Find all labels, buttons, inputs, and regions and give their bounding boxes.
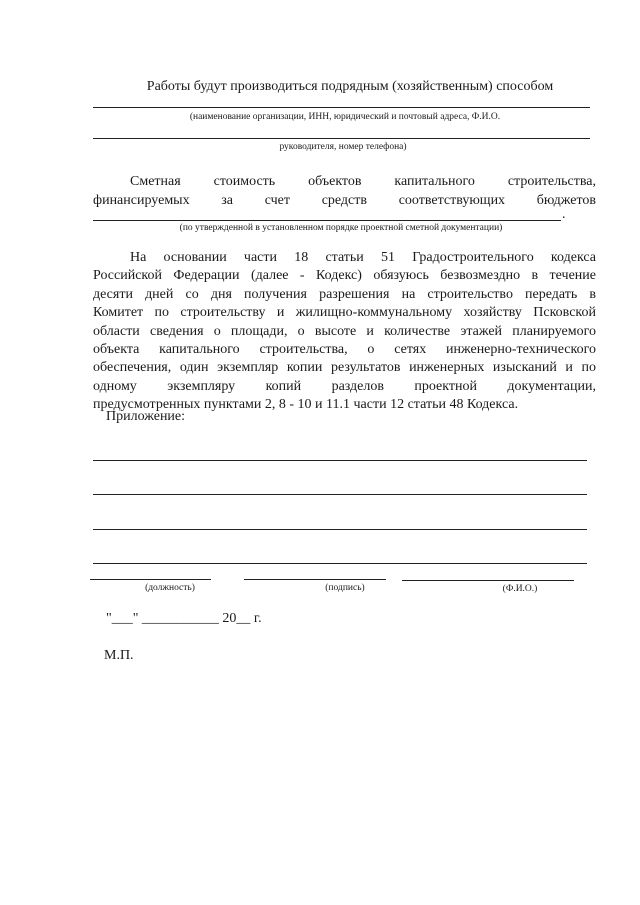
intro-line: Работы будут производиться подрядным (хозяйственным) способом: [146, 79, 554, 94]
cost-underline: [93, 220, 561, 221]
cost-dot: .: [562, 207, 566, 222]
org-caption-1: (наименование организации, ИНН, юридический и почтовый адреса, Ф.И.О.: [189, 112, 501, 122]
cost-caption: (по утвержденной в установленном порядке проектной сметной документации): [179, 223, 503, 233]
para-line-1: На основании части 18 статьи 51 Градостроительного кодекса: [130, 250, 596, 265]
para-line-2: Российской Федерации (далее - Кодекс) обязуюсь безвозмездно в течение: [93, 268, 596, 283]
attachment-line-1: [93, 460, 587, 461]
sig-name-caption: (Ф.И.О.): [502, 584, 538, 594]
sig-name-line: [402, 580, 574, 581]
cost-line-1: Сметная стоимость объектов капитального строительства,: [130, 174, 596, 189]
para-line-8: одному экземпляру копий разделов проектной документации,: [93, 379, 596, 394]
attachment-line-2: [93, 494, 587, 495]
para-line-7: обеспечения, один экземпляр копии результатов инженерных изысканий и по: [93, 360, 596, 375]
date-line: "___" ___________ 20__ г.: [106, 611, 262, 626]
para-line-5: области сведения о площади, о высоте и количестве этажей планируемого: [93, 324, 596, 339]
attachment-label: Приложение:: [106, 409, 186, 424]
sig-signature-caption: (подпись): [325, 583, 365, 593]
para-line-6: объекта капитального строительства, о сетях инженерно-технического: [93, 342, 596, 357]
sig-signature-line: [244, 579, 386, 580]
sig-position-caption: (должность): [145, 583, 195, 593]
org-underline: [93, 107, 590, 108]
para-line-4: Комитет по строительству и жилищно-коммунальному хозяйству Псковской: [93, 305, 596, 320]
attachment-line-3: [93, 529, 587, 530]
org-underline-2: [93, 138, 590, 139]
sig-position-line: [90, 579, 211, 580]
para-line-9: предусмотренных пунктами 2, 8 - 10 и 11.1 части 12 статьи 48 Кодекса.: [93, 397, 519, 412]
stamp-label: М.П.: [104, 648, 134, 663]
para-line-3: десяти дней со дня получения разрешения на строительство передать в: [93, 287, 596, 302]
org-caption-2: руководителя, номер телефона): [279, 142, 407, 152]
attachment-line-4: [93, 563, 587, 564]
cost-line-2: финансируемых за счет средств соответствующих бюджетов: [93, 193, 596, 208]
